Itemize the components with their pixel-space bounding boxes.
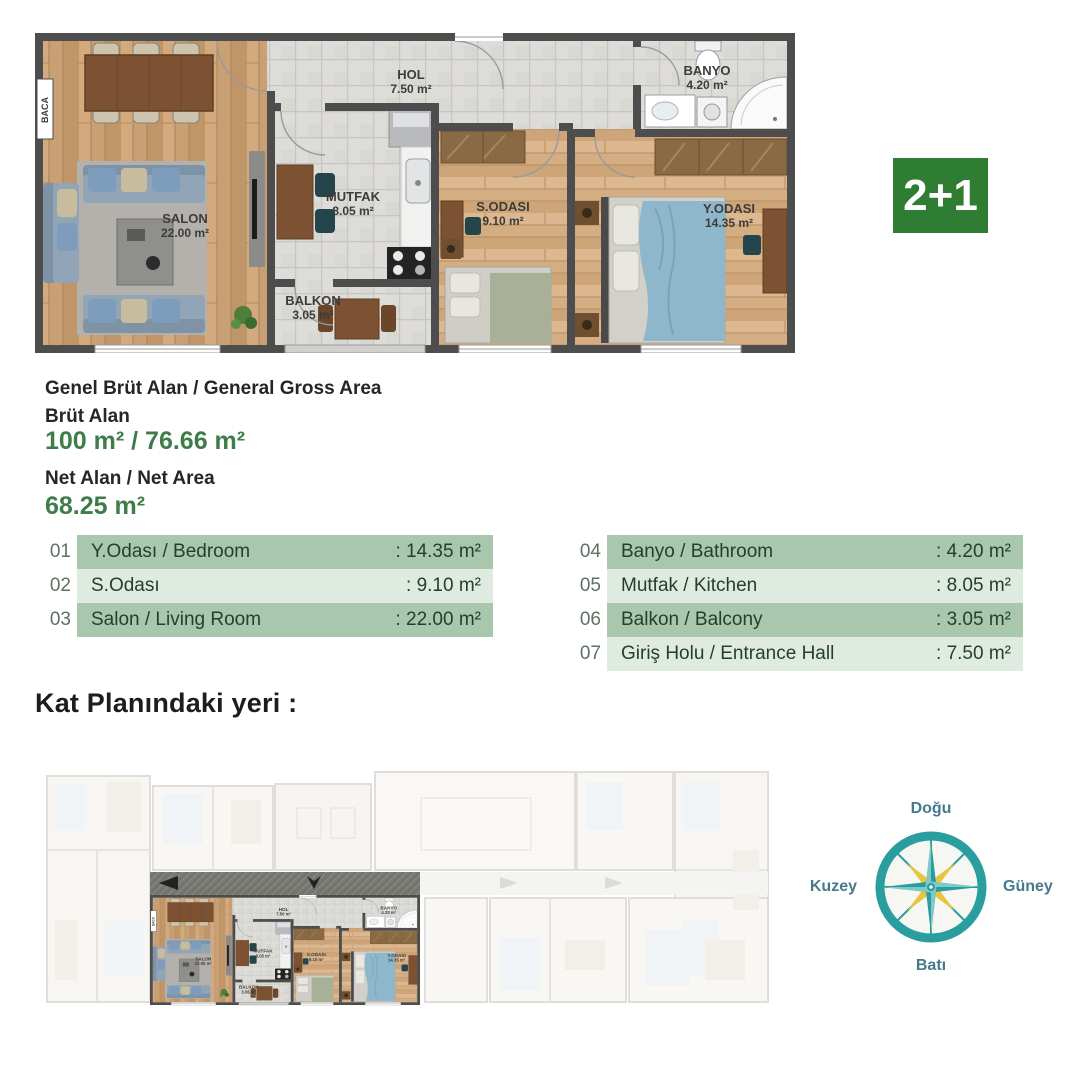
gross-area-label: Genel Brüt Alan / General Gross Area [45,378,382,399]
balkon-label: BALKON [285,293,341,308]
banyo-area: 4.20 m² [686,78,728,92]
table-row [571,637,1023,671]
room-table-right [571,535,1023,671]
row-room-area: : 7.50 m² [936,643,1011,664]
row-room-name: Giriş Holu / Entrance Hall [621,643,835,664]
table-row [41,535,493,569]
row-room-area: : 8.05 m² [936,575,1011,596]
banyo-label: BANYO [683,63,731,78]
row-room-name: Y.Odası / Bedroom [91,541,251,562]
salon-area: 22.00 m² [160,226,210,240]
table-row [41,569,493,603]
row-number: 04 [579,541,601,562]
sodasi-label: S.ODASI [476,199,530,214]
gross-area-value: 100 m² / 76.66 m² [45,427,246,455]
sodasi-area: 9.10 m² [482,214,524,228]
floor-location-plan [45,770,770,1010]
compass-icon [861,817,1001,957]
compass [861,817,1001,957]
unit-type-badge [893,158,988,233]
table-row [571,603,1023,637]
unit-type-label: 2+1 [903,170,978,220]
row-number: 07 [579,643,601,664]
salon-label: SALON [162,211,208,226]
row-room-name: Mutfak / Kitchen [621,575,758,596]
row-room-name: Salon / Living Room [91,609,262,630]
net-area-label: Net Alan / Net Area [45,468,215,489]
table-row [571,569,1023,603]
row-room-area: : 4.20 m² [936,541,1011,562]
mutfak-label: MUTFAK [325,189,381,204]
row-number: 03 [49,609,71,630]
row-number: 06 [579,609,601,630]
yodasi-area: 14.35 m² [704,216,754,230]
mutfak-area: 8.05 m² [332,204,374,218]
row-number: 02 [49,575,71,596]
row-room-name: Banyo / Bathroom [621,541,774,562]
room-table-left [41,535,493,637]
balkon-area: 3.05 m² [292,308,334,322]
yodasi-label: Y.ODASI [702,201,756,216]
row-room-area: : 3.05 m² [936,609,1011,630]
brut-area-label: Brüt Alan [45,406,130,427]
compass-label-right: Güney [1003,878,1053,895]
baca-label: BACA [40,97,50,123]
table-row [41,603,493,637]
row-number: 05 [579,575,601,596]
net-area-value: 68.25 m² [45,492,146,520]
row-room-area: : 9.10 m² [406,575,481,596]
table-row [571,535,1023,569]
apartment-floorplan [35,33,795,353]
row-room-name: Balkon / Balcony [621,609,763,630]
hol-label: HOL [397,67,425,82]
row-room-name: S.Odası [91,575,160,596]
kat-plan-heading: Kat Planındaki yeri : [35,688,298,718]
row-room-area: : 14.35 m² [395,541,481,562]
row-room-area: : 22.00 m² [395,609,481,630]
highlighted-unit [150,872,420,1005]
compass-label-left: Kuzey [809,878,857,895]
row-number: 01 [49,541,71,562]
hol-area: 7.50 m² [390,82,432,96]
compass-label-top: Doğu [910,800,952,817]
compass-label-bottom: Batı [915,957,947,974]
